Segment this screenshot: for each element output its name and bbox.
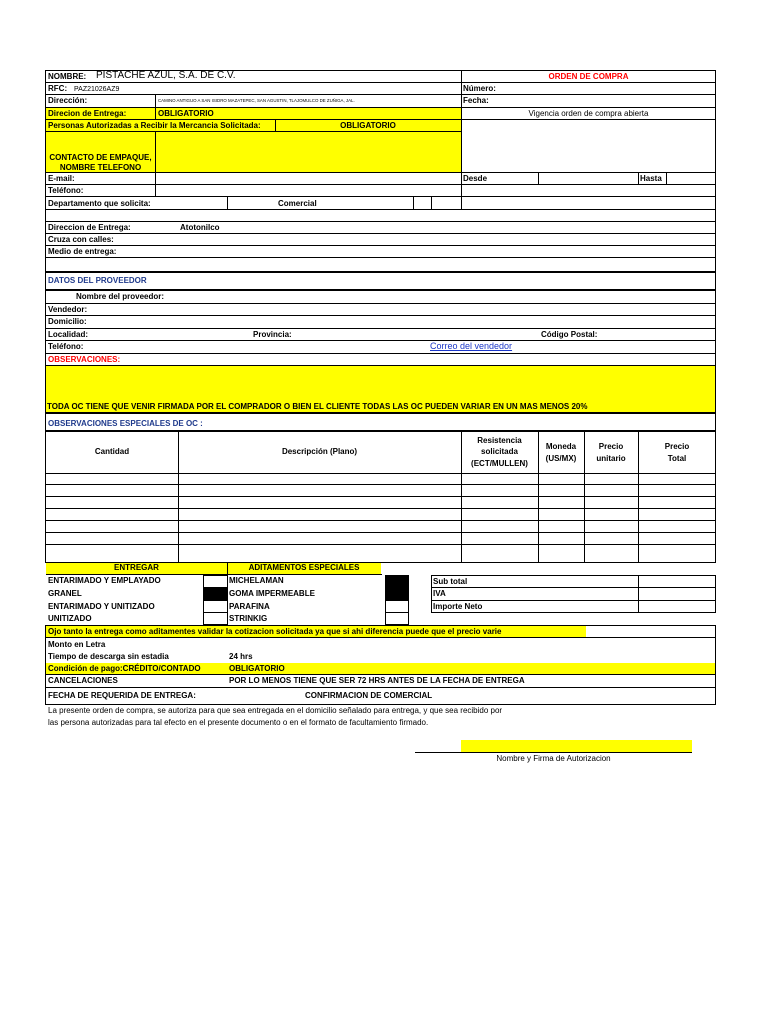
unitizado-checkbox[interactable] (204, 613, 227, 624)
iva-label: IVA (433, 589, 446, 598)
proveedor-nombre-label: Nombre del proveedor: (76, 292, 165, 301)
col-resistencia-3: (ECT/MULLEN) (471, 459, 528, 468)
importe-neto-label: Importe Neto (433, 602, 483, 611)
cancelaciones-label: CANCELACIONES (48, 676, 118, 685)
contacto-label-2: NOMBRE TELEFONO (59, 163, 142, 172)
col-precio-total-2: Total (667, 454, 687, 463)
aditamentos-item-1: MICHELAMAN (229, 576, 284, 585)
col-cantidad: Cantidad (94, 447, 130, 456)
michelaman-checkbox-filled[interactable] (385, 575, 409, 600)
tiempo-descarga-value: 24 hrs (229, 652, 253, 661)
entregar-item-3: ENTARIMADO Y UNITIZADO (48, 602, 155, 611)
nombre-value: PISTACHE AZUL, S.A. DE C.V. (96, 70, 236, 81)
cruza-label: Cruza con calles: (48, 235, 114, 244)
rfc-value: PAZ21026AZ9 (74, 86, 120, 93)
departamento-label: Departamento que solicita: (48, 199, 151, 208)
footer-line-2: las persona autorizadas para tal efecto en el presente documento o en el formato de facultamiento firmado. (48, 718, 429, 727)
col-moneda-1: Moneda (545, 442, 577, 451)
personas-value: OBLIGATORIO (340, 121, 396, 130)
strinkig-checkbox[interactable] (386, 613, 408, 624)
entregar-item-4: UNITIZADO (48, 614, 92, 623)
entrega-label: Direccion de Entrega: (48, 223, 131, 232)
vendedor-label: Vendedor: (48, 305, 88, 314)
desde-label: Desde (463, 174, 488, 183)
col-precio-unitario-2: unitario (596, 454, 626, 463)
provincia-label: Provincia: (253, 330, 292, 339)
medio-label: Medio de entrega: (48, 247, 117, 256)
localidad-label: Localidad: (48, 330, 89, 339)
hasta-label: Hasta (640, 174, 662, 183)
entregar-item-2: GRANEL (48, 589, 82, 598)
direccion-entrega-label: Direcion de Entrega: (48, 109, 127, 118)
subtotal-label: Sub total (433, 577, 468, 586)
domicilio-label: Domicilio: (48, 317, 87, 326)
aditamentos-item-4: STRINKIG (229, 614, 268, 623)
signature-label: Nombre y Firma de Autorizacion (496, 754, 611, 763)
aditamentos-item-2: GOMA IMPERMEABLE (229, 589, 315, 598)
numero-label: Número: (463, 84, 496, 93)
aditamentos-item-3: PARAFINA (229, 602, 270, 611)
nombre-label: NOMBRE: (48, 72, 87, 81)
correo-vendedor-link[interactable]: Correo del vendedor (430, 341, 513, 351)
signature-line (415, 752, 692, 753)
proveedor-telefono-label: Teléfono: (48, 342, 84, 351)
col-resistencia-2: solicitada (481, 447, 518, 456)
col-descripcion: Descripción (Plano) (281, 447, 358, 456)
codigo-postal-label: Código Postal: (541, 330, 598, 339)
condicion-pago-label: Condición de pago:CRÉDITO/CONTADO (48, 664, 201, 673)
ojo-text: Ojo tanto la entrega como aditamentes validar la cotizacion solicitada ya que si ahi diferencia puede que el precio varie (48, 627, 502, 636)
telefono-label: Teléfono: (48, 186, 84, 195)
fecha-label: Fecha: (463, 96, 489, 105)
email-label: E-mail: (48, 174, 75, 183)
orden-title: ORDEN DE COMPRA (548, 72, 629, 81)
col-moneda-2: (US/MX) (545, 454, 577, 463)
departamento-value: Comercial (278, 199, 317, 208)
entarimado-emplayado-checkbox[interactable] (204, 576, 227, 587)
entregar-title: ENTREGAR (114, 563, 159, 572)
entregar-item-1: ENTARIMADO Y EMPLAYADO (48, 576, 161, 585)
rfc-label: RFC: (48, 84, 68, 93)
personas-label: Personas Autorizadas a Recibir la Mercancia Solicitada: (48, 121, 261, 130)
observaciones-label: OBSERVACIONES: (48, 355, 121, 364)
proveedor-section-title: DATOS DEL PROVEEDOR (48, 276, 147, 285)
items-section-title: OBSERVACIONES ESPECIALES DE OC : (48, 419, 203, 428)
parafina-checkbox[interactable] (386, 601, 408, 612)
entarimado-unitizado-checkbox[interactable] (204, 601, 227, 612)
col-resistencia-1: Resistencia (477, 436, 522, 445)
direccion-value: CAMINO ANTIGUO A SAN ISIDRO MAZATEPEC, SAN AGUSTIN, TLAJOMULCO DE ZUÑIGA, JAL. (158, 98, 355, 103)
direccion-label: Dirección: (48, 96, 88, 105)
observaciones-text: TODA OC TIENE QUE VENIR FIRMADA POR EL COMPRADOR O BIEN EL CLIENTE TODAS LAS OC PUEDEN VARIAR EN UN MAS MENOS 20% (47, 402, 588, 411)
direccion-entrega-value: OBLIGATORIO (158, 109, 214, 118)
aditamentos-title: ADITAMENTOS ESPECIALES (248, 563, 360, 572)
monto-letra-label: Monto en Letra (48, 640, 106, 649)
cancelaciones-value: POR LO MENOS TIENE QUE SER 72 HRS ANTES DE LA FECHA DE ENTREGA (229, 676, 525, 685)
granel-checkbox-filled[interactable] (203, 587, 228, 600)
footer-line-1: La presente orden de compra, se autoriza para que sea entregada en el domicilio señalado para entrega, y que sea recibido por (48, 706, 503, 715)
entrega-value: Atotonilco (180, 223, 220, 232)
tiempo-descarga-label: Tiempo de descarga sin estadia (48, 652, 169, 661)
vigencia-label: Vigencia orden de compra abierta (528, 109, 649, 118)
signature-highlight (461, 740, 692, 752)
condicion-pago-value: OBLIGATORIO (229, 664, 285, 673)
fecha-requerida-label: FECHA DE REQUERIDA DE ENTREGA: (48, 691, 196, 700)
confirmacion-comercial: CONFIRMACION DE COMERCIAL (305, 691, 433, 700)
col-precio-unitario-1: Precio (598, 442, 624, 451)
col-precio-total-1: Precio (664, 442, 690, 451)
contacto-label-1: CONTACTO DE EMPAQUE, (49, 153, 152, 162)
